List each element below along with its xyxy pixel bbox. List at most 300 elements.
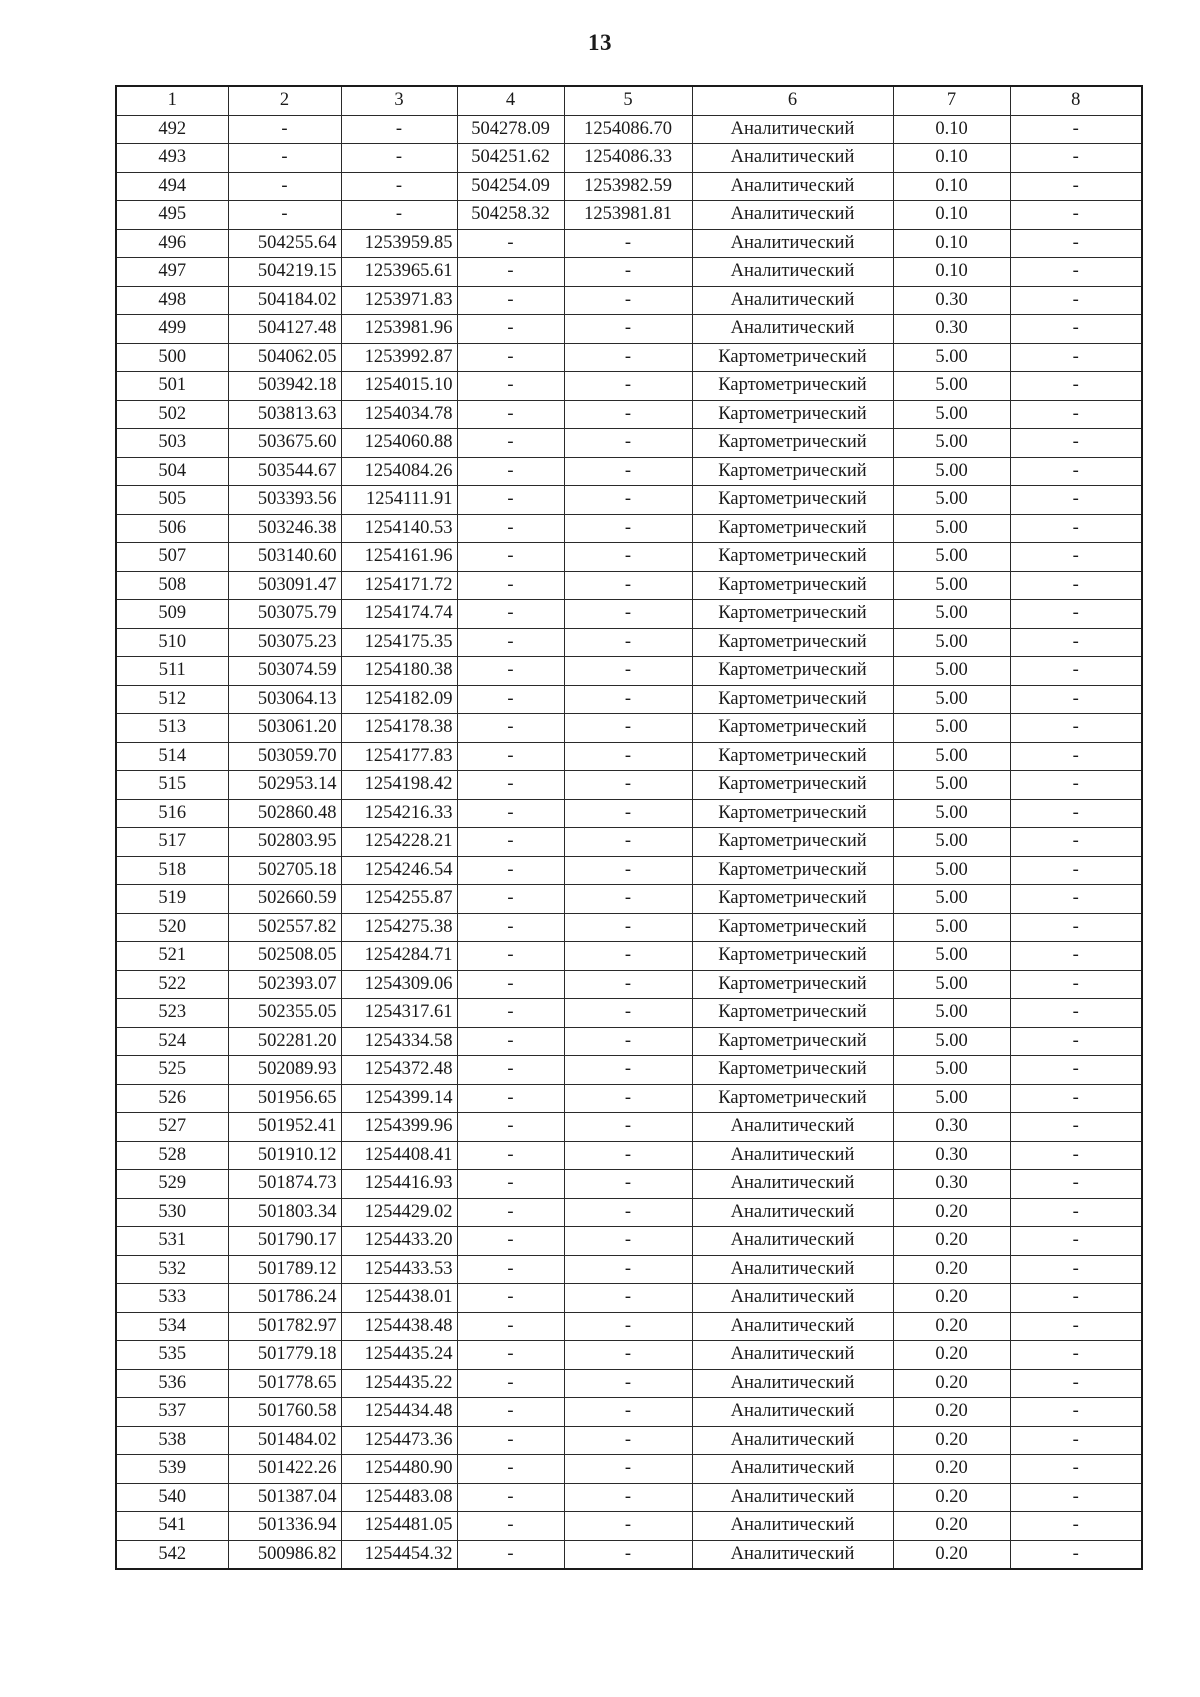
x-coord-cell: 502557.82 xyxy=(228,913,341,942)
point-number-cell: 512 xyxy=(116,685,228,714)
x-new-coord-cell: - xyxy=(457,1312,564,1341)
y-coord-cell: 1254182.09 xyxy=(341,685,457,714)
note-cell: - xyxy=(1010,543,1142,572)
x-new-coord-cell: - xyxy=(457,1255,564,1284)
x-coord-cell: 502393.07 xyxy=(228,970,341,999)
x-coord-cell: 500986.82 xyxy=(228,1540,341,1569)
note-cell: - xyxy=(1010,1455,1142,1484)
y-new-coord-cell: - xyxy=(564,1455,692,1484)
table-row xyxy=(116,286,1142,315)
table-row xyxy=(116,1255,1142,1284)
accuracy-cell: 5.00 xyxy=(893,600,1010,629)
coordinates-table xyxy=(115,85,1143,1570)
point-number-cell: 496 xyxy=(116,229,228,258)
y-new-coord-cell: - xyxy=(564,999,692,1028)
y-coord-cell: 1254481.05 xyxy=(341,1512,457,1541)
y-coord-cell: 1254399.14 xyxy=(341,1084,457,1113)
note-cell: - xyxy=(1010,400,1142,429)
x-coord-cell: 501782.97 xyxy=(228,1312,341,1341)
method-cell: Аналитический xyxy=(692,1369,893,1398)
x-new-coord-cell: - xyxy=(457,543,564,572)
method-cell: Аналитический xyxy=(692,1312,893,1341)
note-cell: - xyxy=(1010,201,1142,230)
note-cell: - xyxy=(1010,685,1142,714)
point-number-cell: 499 xyxy=(116,315,228,344)
accuracy-cell: 5.00 xyxy=(893,372,1010,401)
y-coord-cell: 1253959.85 xyxy=(341,229,457,258)
point-number-cell: 523 xyxy=(116,999,228,1028)
x-new-coord-cell: - xyxy=(457,657,564,686)
y-coord-cell: 1253981.96 xyxy=(341,315,457,344)
method-cell: Аналитический xyxy=(692,1284,893,1313)
point-number-cell: 541 xyxy=(116,1512,228,1541)
y-new-coord-cell: - xyxy=(564,229,692,258)
y-coord-cell: 1254480.90 xyxy=(341,1455,457,1484)
note-cell: - xyxy=(1010,372,1142,401)
accuracy-cell: 5.00 xyxy=(893,457,1010,486)
y-coord-cell: 1253992.87 xyxy=(341,343,457,372)
method-cell: Картометрический xyxy=(692,372,893,401)
x-new-coord-cell: - xyxy=(457,229,564,258)
y-new-coord-cell: - xyxy=(564,685,692,714)
method-cell: Картометрический xyxy=(692,742,893,771)
method-cell: Картометрический xyxy=(692,343,893,372)
table-row xyxy=(116,771,1142,800)
method-cell: Картометрический xyxy=(692,429,893,458)
x-coord-cell: 501484.02 xyxy=(228,1426,341,1455)
x-coord-cell: 503675.60 xyxy=(228,429,341,458)
y-coord-cell: 1254034.78 xyxy=(341,400,457,429)
note-cell: - xyxy=(1010,429,1142,458)
table-row xyxy=(116,1398,1142,1427)
point-number-cell: 530 xyxy=(116,1198,228,1227)
accuracy-cell: 5.00 xyxy=(893,799,1010,828)
y-new-coord-cell: - xyxy=(564,1398,692,1427)
method-cell: Картометрический xyxy=(692,1084,893,1113)
y-new-coord-cell: - xyxy=(564,913,692,942)
x-coord-cell: 504255.64 xyxy=(228,229,341,258)
x-new-coord-cell: - xyxy=(457,1084,564,1113)
y-new-coord-cell: - xyxy=(564,1426,692,1455)
x-coord-cell: 504219.15 xyxy=(228,258,341,287)
accuracy-cell: 0.20 xyxy=(893,1512,1010,1541)
y-new-coord-cell: - xyxy=(564,1141,692,1170)
method-cell: Аналитический xyxy=(692,1141,893,1170)
x-new-coord-cell: - xyxy=(457,286,564,315)
y-new-coord-cell: - xyxy=(564,1113,692,1142)
table-row xyxy=(116,1341,1142,1370)
y-coord-cell: 1254180.38 xyxy=(341,657,457,686)
x-coord-cell: 502803.95 xyxy=(228,828,341,857)
accuracy-cell: 0.30 xyxy=(893,315,1010,344)
x-coord-cell: 501786.24 xyxy=(228,1284,341,1313)
x-coord-cell: 504127.48 xyxy=(228,315,341,344)
table-row xyxy=(116,571,1142,600)
table-row xyxy=(116,628,1142,657)
note-cell: - xyxy=(1010,315,1142,344)
accuracy-cell: 0.20 xyxy=(893,1426,1010,1455)
y-coord-cell: 1254255.87 xyxy=(341,885,457,914)
x-new-coord-cell: - xyxy=(457,457,564,486)
note-cell: - xyxy=(1010,1141,1142,1170)
point-number-cell: 510 xyxy=(116,628,228,657)
accuracy-cell: 0.10 xyxy=(893,258,1010,287)
table-header-row xyxy=(116,86,1142,115)
note-cell: - xyxy=(1010,1198,1142,1227)
point-number-cell: 504 xyxy=(116,457,228,486)
method-cell: Аналитический xyxy=(692,1255,893,1284)
table-row xyxy=(116,343,1142,372)
note-cell: - xyxy=(1010,1255,1142,1284)
x-coord-cell: 503061.20 xyxy=(228,714,341,743)
table-row xyxy=(116,600,1142,629)
note-cell: - xyxy=(1010,571,1142,600)
point-number-cell: 515 xyxy=(116,771,228,800)
x-coord-cell: 502705.18 xyxy=(228,856,341,885)
accuracy-cell: 0.10 xyxy=(893,115,1010,144)
table-row xyxy=(116,1198,1142,1227)
method-cell: Аналитический xyxy=(692,115,893,144)
y-coord-cell: - xyxy=(341,115,457,144)
point-number-cell: 500 xyxy=(116,343,228,372)
x-coord-cell: 503942.18 xyxy=(228,372,341,401)
y-coord-cell: 1254275.38 xyxy=(341,913,457,942)
note-cell: - xyxy=(1010,799,1142,828)
accuracy-cell: 5.00 xyxy=(893,543,1010,572)
y-coord-cell: 1254246.54 xyxy=(341,856,457,885)
point-number-cell: 538 xyxy=(116,1426,228,1455)
y-new-coord-cell: 1253981.81 xyxy=(564,201,692,230)
accuracy-cell: 5.00 xyxy=(893,343,1010,372)
note-cell: - xyxy=(1010,1369,1142,1398)
point-number-cell: 532 xyxy=(116,1255,228,1284)
method-cell: Картометрический xyxy=(692,799,893,828)
point-number-cell: 531 xyxy=(116,1227,228,1256)
y-new-coord-cell: - xyxy=(564,628,692,657)
accuracy-cell: 0.20 xyxy=(893,1284,1010,1313)
x-coord-cell: 502953.14 xyxy=(228,771,341,800)
note-cell: - xyxy=(1010,343,1142,372)
x-coord-cell: - xyxy=(228,201,341,230)
method-cell: Картометрический xyxy=(692,714,893,743)
method-cell: Аналитический xyxy=(692,144,893,173)
note-cell: - xyxy=(1010,999,1142,1028)
y-coord-cell: 1254435.24 xyxy=(341,1341,457,1370)
note-cell: - xyxy=(1010,1512,1142,1541)
accuracy-cell: 0.10 xyxy=(893,229,1010,258)
y-coord-cell: - xyxy=(341,172,457,201)
accuracy-cell: 5.00 xyxy=(893,942,1010,971)
accuracy-cell: 5.00 xyxy=(893,714,1010,743)
method-cell: Аналитический xyxy=(692,172,893,201)
y-coord-cell: - xyxy=(341,201,457,230)
table-row xyxy=(116,742,1142,771)
method-cell: Аналитический xyxy=(692,1512,893,1541)
x-coord-cell: 502508.05 xyxy=(228,942,341,971)
method-cell: Аналитический xyxy=(692,258,893,287)
accuracy-cell: 5.00 xyxy=(893,514,1010,543)
x-new-coord-cell: - xyxy=(457,1056,564,1085)
y-new-coord-cell: - xyxy=(564,856,692,885)
y-new-coord-cell: - xyxy=(564,1056,692,1085)
y-new-coord-cell: - xyxy=(564,429,692,458)
method-cell: Картометрический xyxy=(692,571,893,600)
method-cell: Картометрический xyxy=(692,514,893,543)
table-row xyxy=(116,457,1142,486)
y-new-coord-cell: - xyxy=(564,400,692,429)
y-new-coord-cell: - xyxy=(564,1255,692,1284)
y-coord-cell: 1254177.83 xyxy=(341,742,457,771)
note-cell: - xyxy=(1010,457,1142,486)
y-new-coord-cell: - xyxy=(564,742,692,771)
y-coord-cell: 1254284.71 xyxy=(341,942,457,971)
y-new-coord-cell: 1253982.59 xyxy=(564,172,692,201)
method-cell: Картометрический xyxy=(692,913,893,942)
y-coord-cell: 1254174.74 xyxy=(341,600,457,629)
column-header: 2 xyxy=(228,86,341,115)
y-coord-cell: 1254111.91 xyxy=(341,486,457,515)
table-row xyxy=(116,685,1142,714)
method-cell: Картометрический xyxy=(692,600,893,629)
y-new-coord-cell: - xyxy=(564,1170,692,1199)
x-new-coord-cell: - xyxy=(457,1426,564,1455)
table-row xyxy=(116,172,1142,201)
method-cell: Картометрический xyxy=(692,628,893,657)
y-coord-cell: 1254175.35 xyxy=(341,628,457,657)
x-coord-cell: 501952.41 xyxy=(228,1113,341,1142)
column-header: 3 xyxy=(341,86,457,115)
method-cell: Аналитический xyxy=(692,286,893,315)
x-coord-cell: 501789.12 xyxy=(228,1255,341,1284)
accuracy-cell: 5.00 xyxy=(893,742,1010,771)
y-coord-cell: 1254334.58 xyxy=(341,1027,457,1056)
x-coord-cell: 501422.26 xyxy=(228,1455,341,1484)
x-coord-cell: 504062.05 xyxy=(228,343,341,372)
table-row xyxy=(116,1227,1142,1256)
note-cell: - xyxy=(1010,1284,1142,1313)
x-coord-cell: 503074.59 xyxy=(228,657,341,686)
x-coord-cell: - xyxy=(228,172,341,201)
y-new-coord-cell: - xyxy=(564,970,692,999)
y-coord-cell: 1254408.41 xyxy=(341,1141,457,1170)
point-number-cell: 540 xyxy=(116,1483,228,1512)
x-coord-cell: - xyxy=(228,115,341,144)
y-coord-cell: 1254171.72 xyxy=(341,571,457,600)
point-number-cell: 495 xyxy=(116,201,228,230)
note-cell: - xyxy=(1010,714,1142,743)
method-cell: Аналитический xyxy=(692,201,893,230)
method-cell: Картометрический xyxy=(692,1056,893,1085)
y-new-coord-cell: - xyxy=(564,258,692,287)
y-new-coord-cell: - xyxy=(564,571,692,600)
accuracy-cell: 0.20 xyxy=(893,1540,1010,1569)
x-new-coord-cell: - xyxy=(457,913,564,942)
point-number-cell: 521 xyxy=(116,942,228,971)
y-coord-cell: 1254399.96 xyxy=(341,1113,457,1142)
column-header: 7 xyxy=(893,86,1010,115)
point-number-cell: 528 xyxy=(116,1141,228,1170)
x-coord-cell: 503393.56 xyxy=(228,486,341,515)
point-number-cell: 522 xyxy=(116,970,228,999)
column-header: 8 xyxy=(1010,86,1142,115)
accuracy-cell: 5.00 xyxy=(893,685,1010,714)
y-new-coord-cell: - xyxy=(564,343,692,372)
x-coord-cell: 501910.12 xyxy=(228,1141,341,1170)
method-cell: Аналитический xyxy=(692,1198,893,1227)
table-row xyxy=(116,1170,1142,1199)
note-cell: - xyxy=(1010,657,1142,686)
table-row xyxy=(116,799,1142,828)
y-coord-cell: 1254433.20 xyxy=(341,1227,457,1256)
note-cell: - xyxy=(1010,970,1142,999)
accuracy-cell: 5.00 xyxy=(893,828,1010,857)
accuracy-cell: 0.10 xyxy=(893,172,1010,201)
note-cell: - xyxy=(1010,286,1142,315)
y-new-coord-cell: - xyxy=(564,799,692,828)
method-cell: Аналитический xyxy=(692,1398,893,1427)
note-cell: - xyxy=(1010,486,1142,515)
method-cell: Картометрический xyxy=(692,970,893,999)
y-coord-cell: 1254161.96 xyxy=(341,543,457,572)
table-row xyxy=(116,1512,1142,1541)
x-new-coord-cell: - xyxy=(457,970,564,999)
x-new-coord-cell: - xyxy=(457,1027,564,1056)
note-cell: - xyxy=(1010,942,1142,971)
x-coord-cell: - xyxy=(228,144,341,173)
method-cell: Аналитический xyxy=(692,229,893,258)
x-coord-cell: 501778.65 xyxy=(228,1369,341,1398)
point-number-cell: 534 xyxy=(116,1312,228,1341)
x-new-coord-cell: - xyxy=(457,799,564,828)
table-row xyxy=(116,1426,1142,1455)
y-coord-cell: 1254429.02 xyxy=(341,1198,457,1227)
table-body xyxy=(116,115,1142,1569)
x-new-coord-cell: - xyxy=(457,571,564,600)
y-coord-cell: 1254015.10 xyxy=(341,372,457,401)
point-number-cell: 529 xyxy=(116,1170,228,1199)
x-coord-cell: 501874.73 xyxy=(228,1170,341,1199)
y-coord-cell: 1254198.42 xyxy=(341,771,457,800)
y-new-coord-cell: - xyxy=(564,514,692,543)
method-cell: Картометрический xyxy=(692,942,893,971)
accuracy-cell: 0.10 xyxy=(893,201,1010,230)
method-cell: Аналитический xyxy=(692,315,893,344)
table-row xyxy=(116,942,1142,971)
y-new-coord-cell: - xyxy=(564,457,692,486)
x-new-coord-cell: - xyxy=(457,714,564,743)
x-new-coord-cell: - xyxy=(457,1512,564,1541)
table-row xyxy=(116,1483,1142,1512)
table-row xyxy=(116,144,1142,173)
point-number-cell: 505 xyxy=(116,486,228,515)
x-new-coord-cell: - xyxy=(457,885,564,914)
method-cell: Картометрический xyxy=(692,885,893,914)
y-new-coord-cell: - xyxy=(564,315,692,344)
y-coord-cell: 1254483.08 xyxy=(341,1483,457,1512)
x-coord-cell: 501790.17 xyxy=(228,1227,341,1256)
note-cell: - xyxy=(1010,628,1142,657)
point-number-cell: 507 xyxy=(116,543,228,572)
point-number-cell: 501 xyxy=(116,372,228,401)
y-coord-cell: 1254454.32 xyxy=(341,1540,457,1569)
x-new-coord-cell: - xyxy=(457,486,564,515)
y-new-coord-cell: - xyxy=(564,828,692,857)
point-number-cell: 520 xyxy=(116,913,228,942)
accuracy-cell: 5.00 xyxy=(893,856,1010,885)
point-number-cell: 509 xyxy=(116,600,228,629)
point-number-cell: 494 xyxy=(116,172,228,201)
x-coord-cell: 503075.23 xyxy=(228,628,341,657)
point-number-cell: 535 xyxy=(116,1341,228,1370)
x-coord-cell: 502281.20 xyxy=(228,1027,341,1056)
y-coord-cell: 1254084.26 xyxy=(341,457,457,486)
point-number-cell: 524 xyxy=(116,1027,228,1056)
y-new-coord-cell: - xyxy=(564,1027,692,1056)
y-coord-cell: 1254309.06 xyxy=(341,970,457,999)
x-coord-cell: 504184.02 xyxy=(228,286,341,315)
accuracy-cell: 0.30 xyxy=(893,1113,1010,1142)
accuracy-cell: 5.00 xyxy=(893,1084,1010,1113)
method-cell: Аналитический xyxy=(692,1540,893,1569)
x-new-coord-cell: - xyxy=(457,856,564,885)
x-new-coord-cell: - xyxy=(457,1227,564,1256)
column-header: 5 xyxy=(564,86,692,115)
accuracy-cell: 5.00 xyxy=(893,400,1010,429)
point-number-cell: 516 xyxy=(116,799,228,828)
note-cell: - xyxy=(1010,229,1142,258)
y-new-coord-cell: - xyxy=(564,1198,692,1227)
accuracy-cell: 0.20 xyxy=(893,1369,1010,1398)
y-new-coord-cell: - xyxy=(564,942,692,971)
point-number-cell: 517 xyxy=(116,828,228,857)
method-cell: Картометрический xyxy=(692,657,893,686)
table-row xyxy=(116,856,1142,885)
y-coord-cell: 1254438.01 xyxy=(341,1284,457,1313)
x-new-coord-cell: - xyxy=(457,999,564,1028)
method-cell: Аналитический xyxy=(692,1483,893,1512)
note-cell: - xyxy=(1010,600,1142,629)
x-new-coord-cell: - xyxy=(457,1113,564,1142)
point-number-cell: 492 xyxy=(116,115,228,144)
y-coord-cell: 1254372.48 xyxy=(341,1056,457,1085)
table-row xyxy=(116,514,1142,543)
accuracy-cell: 5.00 xyxy=(893,885,1010,914)
y-coord-cell: 1254140.53 xyxy=(341,514,457,543)
table-row xyxy=(116,1056,1142,1085)
y-coord-cell: 1254228.21 xyxy=(341,828,457,857)
x-new-coord-cell: - xyxy=(457,771,564,800)
method-cell: Картометрический xyxy=(692,771,893,800)
table-row xyxy=(116,115,1142,144)
table-row xyxy=(116,315,1142,344)
y-coord-cell: 1254438.48 xyxy=(341,1312,457,1341)
accuracy-cell: 0.20 xyxy=(893,1227,1010,1256)
table-row xyxy=(116,1455,1142,1484)
note-cell: - xyxy=(1010,885,1142,914)
column-header: 6 xyxy=(692,86,893,115)
y-new-coord-cell: - xyxy=(564,543,692,572)
x-new-coord-cell: - xyxy=(457,1198,564,1227)
table-row xyxy=(116,258,1142,287)
accuracy-cell: 5.00 xyxy=(893,999,1010,1028)
accuracy-cell: 5.00 xyxy=(893,1027,1010,1056)
y-coord-cell: 1254216.33 xyxy=(341,799,457,828)
note-cell: - xyxy=(1010,771,1142,800)
accuracy-cell: 0.20 xyxy=(893,1398,1010,1427)
table-row xyxy=(116,1027,1142,1056)
table-row xyxy=(116,999,1142,1028)
note-cell: - xyxy=(1010,1084,1142,1113)
